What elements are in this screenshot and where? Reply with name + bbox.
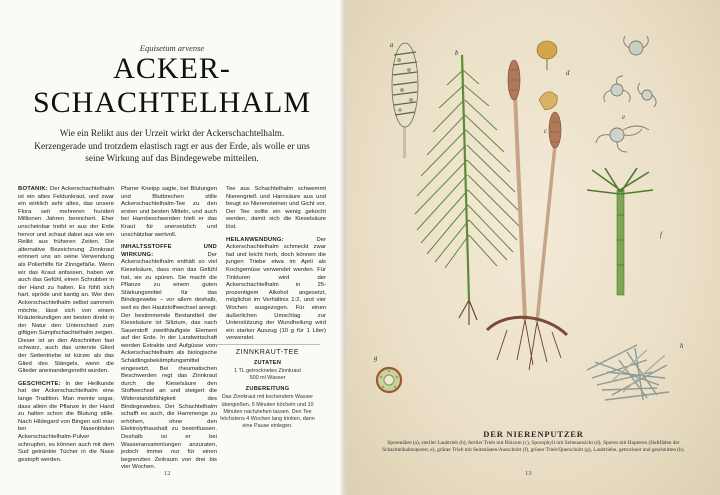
section-heading: HEILANWENDUNG:: [226, 236, 284, 243]
paragraph: [121, 244, 217, 472]
paragraph-text: Tee aus Schachtelhalm schwemmt Nierengrieß und Harnsäure aus und beugt so Nierensteinen und Gicht vor. Der Tee sollte ein wenig gekocht werden, damit sich die Kieselsäure löst.: [226, 186, 326, 230]
paragraph: [18, 186, 114, 376]
latin-name: Equisetum arvense: [139, 43, 205, 53]
ingredients-text: 1 TL getrocknetes Zinnkraut 500 ml Wasser: [234, 368, 301, 382]
label-h: h: [680, 343, 684, 350]
plate-caption: Sporenähre (a), steriler Laubtrieb (b), fertiler Trieb mit Rhizom (c), Sporophyll mit Seitenansicht (d), Sporen mit Hapteren (Haftfäden der Schachtelhalmsporen; e), grüner Trieb mit Seitenästen/Ausschnitt (f), grüner Trieb/Querschnitt (g), Laubtriebe, getrocknet und geschnitten (h).: [382, 440, 685, 453]
paragraph: [226, 186, 326, 232]
page-number-left: 12: [164, 470, 171, 477]
sterile-shoot-illustration: [415, 55, 519, 325]
dried-shoots-illustration: [587, 345, 669, 400]
paragraph-text: Pfarrer Kneipp sagte, bei Blutungen und Blutbrechen stille Ackerschachtelhalm-Tee zu den ersten und besten Mitteln, und auch bei Harnbeschwerden hielt er das Kraut für unersetzlich und unschätzbar wertvoll.: [121, 186, 217, 238]
cross-section-illustration: [377, 368, 401, 392]
green-shoot-detail-illustration: [587, 168, 653, 295]
page-title: [0, 52, 344, 120]
label-d: d: [566, 70, 570, 77]
plate-title: DER NIERENPUTZER: [483, 429, 584, 439]
section-heading: INHALTSSTOFFE UND WIRKUNG:: [121, 244, 217, 258]
paragraph: [18, 381, 114, 465]
spore-cone-illustration: [392, 43, 418, 158]
title-line-2: SCHACHTELHALM: [32, 86, 311, 119]
section-heading: BOTANIK:: [18, 186, 48, 192]
recipe-title: ZINNKRAUT-TEE: [235, 349, 300, 356]
recipe-box: [215, 344, 320, 460]
fertile-shoot-illustration: [487, 60, 570, 370]
section-heading: GESCHICHTE:: [18, 380, 61, 387]
label-b: b: [455, 50, 459, 57]
text-column-1: [18, 186, 114, 469]
paragraph: [121, 186, 217, 239]
lead-paragraph: Wie ein Relikt aus der Urzeit wirkt der Ackerschachtelhalm. Kerzengerade und trotzdem elastisch ragt er aus der Erde, als wolle er uns seine Wirkung auf das Bindegewebe mitteilen.: [34, 129, 310, 164]
paragraph-text: In der Heilkunde hat der Ackerschachtelhalm eine lange Tradition. Man meinte sogar, dass allein die Pflanze in der Hand zu halten schon die Blutung stille. Nach Hildegard von Bingen soll man bei Nasenbluten Ackerschachtelhalm-Pulver schnupfen, es können auch mit dem Sud getränkte Tücher in die Nase gestopft werden.: [18, 380, 114, 463]
paragraph: [226, 237, 326, 343]
label-c: c: [544, 128, 548, 135]
ingredients-heading: ZUTATEN: [253, 360, 282, 366]
title-line-1: ACKER-: [113, 52, 231, 85]
text-column-3: [226, 186, 326, 348]
page-number-right: 13: [525, 470, 532, 477]
paragraph-text: Der Ackerschachtelhalm enthält so viel Kieselsäure, dass man das Gefühl hat, sie zu spüren. Sie macht die Pflanze zu einem guten Stärkungsmittel für das Bindegewebe – vor allem deshalb, weil es den Hautstoffwechsel anregt. Der bestimmende Bestandteil der Kieselsäure ist Silizium, das nach Sauerstoff zweithäufigste Element auf der Erde. In der Landwirtschaft werden Extrakte und Aufgüsse vom Ackerschachtelhalm als biologische Schädlingsbekämpfungsmittel eingesetzt. Bei rheumatischen Beschwerden regt das Zinnkraut durch die Kieselsäure den Stoffwechsel an und steigert die Widerstandsfähigkeit des Bindegewebes. Der Schachtelhalm schafft es auch, die Harnmenge zu erhöhen, ohne den Elektrolythaushalt zu beeinflussen. Deshalb ist er bei Wasseransammlungen anzuraten, jedoch immer nur für einen begrenzten Zeitraum von drei bis vier Wochen.: [121, 251, 217, 471]
spores-illustration: [596, 36, 656, 152]
sporophyll-illustration: [537, 41, 557, 110]
label-e: e: [622, 114, 626, 121]
preparation-heading: ZUBEREITUNG: [245, 386, 290, 393]
label-a: a: [390, 42, 394, 49]
label-f: f: [660, 232, 662, 239]
paragraph-text: Der Ackerschachtelhalm schmeckt zwar fad und leicht herb, doch können die jungen Triebe etwa im April als Kochgemüse verwendet werden. Für Tinkturen wird der Ackerschachtelhalm in 25-prozentigem Alkohol angesetzt, möglichst im Verhältnis 1:2, und vier Wochen ausgezogen. Für einen äußerlichen Umschlag zur Unterstützung der Wundheilung wird ein starker Auszug (10 g für 1 Liter) verwendet.: [226, 236, 326, 342]
text-column-2: [121, 186, 217, 477]
preparation-text: Das Zinnkraut mit kochendem Wasser übergießen, 5 Minuten köcheln und 10 Minuten nachziehen lassen. Den Tee höchstens 4 Wochen lang trinken, dann eine Pause einlegen.: [220, 394, 315, 430]
botanical-plate: [347, 0, 720, 430]
paragraph-text: Der Ackerschachtelhalm ist ein altes Feldunkraut, und zwar ein wirklich sehr altes, das unsere Flora seit mehreren hundert Millionen Jahren bereichert. Eher unscheinbar treibt er aus der Erde hervor und schaut dabei aus wie ein Relikt aus früheren Zeiten. Die alternative Bezeichnung Zinnkraut erinnert uns an seine Verwendung als Polierhilfe für Zinngefäße. Wenn wir das Kraut anfassen, haben wir auch das Gefühl, einen Schrubber in der Hand zu halten. Es fühlt sich hart, spröde und kantig an. Wer den Ackerschachtelhalm selbst sammeln möchte, lässt sich von einem Kräuterkundigen am besten direkt in der Natur den Unterschied zum giftigen Sumpfschachtelhalm zeigen. Dieser ist an den Abschnitten fast schwarz, auch das unterste Glied der Seitentriebe ist kürzer als das Glied des Stängels, wenn die Glieder aneinandergereiht wurden.: [18, 186, 114, 375]
label-g: g: [374, 355, 378, 362]
